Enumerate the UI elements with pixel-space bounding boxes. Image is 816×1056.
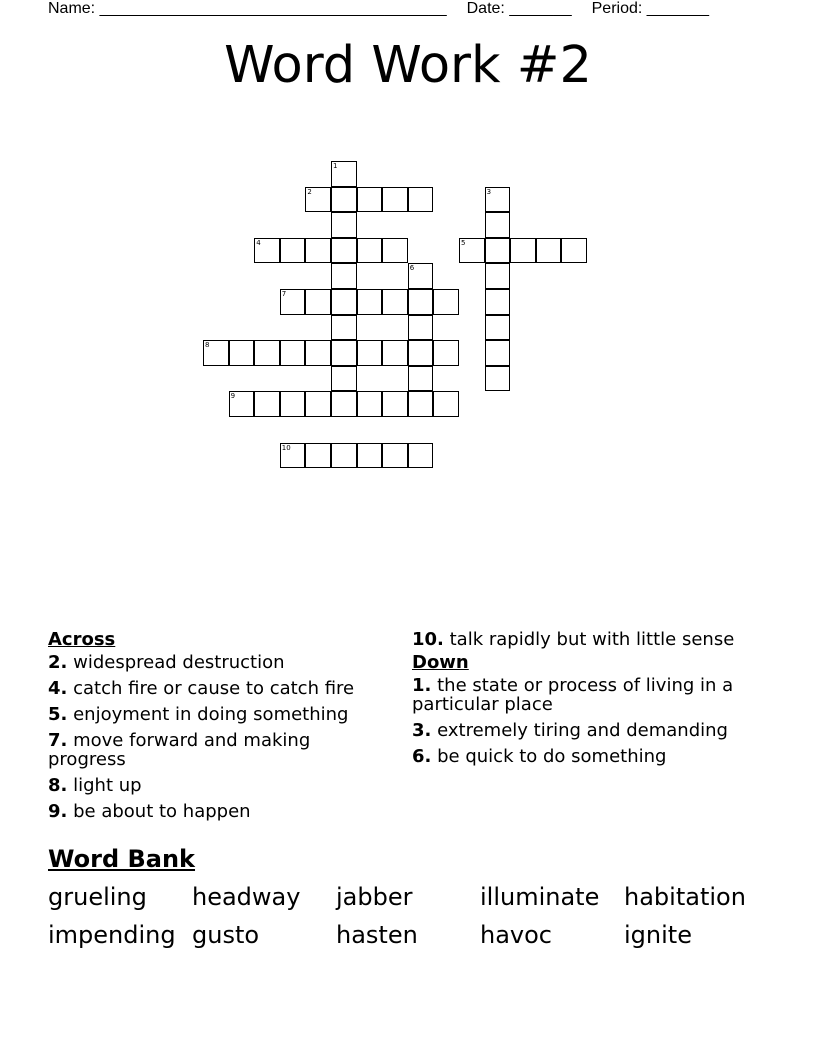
crossword-cell[interactable] [485, 340, 511, 366]
crossword-cell[interactable] [331, 315, 357, 341]
crossword-cell[interactable] [382, 391, 408, 417]
clue-down-6 [412, 747, 757, 766]
crossword-cell[interactable] [433, 340, 459, 366]
crossword-cell[interactable] [561, 238, 587, 264]
clue-across-4 [48, 679, 393, 698]
crossword-cell[interactable] [357, 340, 383, 366]
cell-number: 4 [256, 238, 261, 247]
clue-number: 10. [412, 629, 444, 650]
crossword-cell[interactable] [536, 238, 562, 264]
clue-across-10 [412, 630, 757, 649]
clue-down-3 [412, 721, 757, 740]
crossword-cell[interactable] [254, 238, 280, 264]
period-label: Period: [591, 0, 643, 17]
clue-text: widespread destruction [73, 652, 285, 673]
crossword-cell[interactable] [357, 289, 383, 315]
crossword-cell[interactable] [280, 443, 306, 469]
word-bank-item: grueling [48, 883, 147, 911]
crossword-cell[interactable] [280, 289, 306, 315]
clue-text: the state or process of living in a particular place [412, 675, 734, 715]
crossword-cell[interactable] [331, 366, 357, 392]
crossword-cell[interactable] [331, 212, 357, 238]
crossword-cell[interactable] [357, 238, 383, 264]
crossword-cell[interactable] [485, 263, 511, 289]
page-title: Word Work #2 [224, 36, 592, 95]
word-bank-item: havoc [480, 921, 552, 949]
crossword-cell[interactable] [280, 340, 306, 366]
crossword-cell[interactable] [408, 289, 434, 315]
word-bank-item: habitation [624, 883, 746, 911]
crossword-cell[interactable] [382, 187, 408, 213]
crossword-cell[interactable] [254, 340, 280, 366]
cell-number: 9 [230, 392, 236, 401]
date-label: Date: [466, 0, 505, 17]
crossword-cell[interactable] [331, 263, 357, 289]
crossword-cell[interactable] [510, 238, 536, 264]
crossword-cell[interactable] [408, 187, 434, 213]
word-bank-item: headway [192, 883, 301, 911]
crossword-cell[interactable] [305, 443, 331, 469]
word-bank-item: ignite [624, 921, 692, 949]
clue-number: 7. [48, 730, 68, 751]
cell-number: 7 [281, 290, 287, 298]
clue-text: be about to happen [73, 801, 251, 822]
crossword-cell[interactable] [305, 391, 331, 417]
word-bank-item: hasten [336, 921, 418, 949]
clue-text: be quick to do something [437, 746, 667, 767]
crossword-cell[interactable] [331, 187, 357, 213]
cell-number: 10 [281, 443, 291, 452]
crossword-cell[interactable] [331, 289, 357, 315]
crossword-cell[interactable] [357, 443, 383, 469]
crossword-cell[interactable] [254, 391, 280, 417]
cell-number: 3 [486, 187, 492, 196]
crossword-cell[interactable] [382, 238, 408, 264]
clue-number: 1. [412, 675, 432, 696]
crossword-cell[interactable] [305, 238, 331, 264]
clue-number: 2. [48, 652, 68, 673]
crossword-cell[interactable] [382, 289, 408, 315]
cell-number: 6 [409, 264, 415, 273]
period-blank: _______ [646, 0, 710, 17]
clue-down-1 [412, 676, 757, 714]
across-heading: Across [48, 629, 116, 650]
crossword-cell[interactable] [485, 187, 511, 213]
crossword-cell[interactable] [382, 340, 408, 366]
clue-text: enjoyment in doing something [73, 704, 349, 725]
crossword-cell[interactable] [485, 366, 511, 392]
crossword-cell[interactable] [408, 391, 434, 417]
crossword-cell[interactable] [331, 238, 357, 264]
crossword-cell[interactable] [408, 366, 434, 392]
crossword-cell[interactable] [305, 289, 331, 315]
crossword-cell[interactable] [408, 315, 434, 341]
clue-across-5 [48, 705, 393, 724]
crossword-cell[interactable] [331, 340, 357, 366]
crossword-cell[interactable] [485, 289, 511, 315]
cell-number: 5 [461, 238, 466, 247]
cell-number: 8 [205, 341, 210, 350]
word-bank [48, 882, 788, 950]
clues-left-column [48, 630, 393, 828]
crossword-cell[interactable] [280, 391, 306, 417]
crossword-cell[interactable] [305, 340, 331, 366]
crossword-cell[interactable] [229, 340, 255, 366]
word-bank-item: gusto [192, 921, 260, 949]
crossword-cell[interactable] [408, 340, 434, 366]
clue-text: catch fire or cause to catch fire [73, 678, 355, 699]
date-blank: _______ [509, 0, 572, 17]
crossword-cell[interactable] [485, 238, 511, 264]
clue-text: extremely tiring and demanding [437, 720, 728, 741]
cell-number: 2 [307, 187, 312, 196]
crossword-cell[interactable] [305, 187, 331, 213]
name-label: Name: [48, 0, 96, 17]
crossword-cell[interactable] [485, 212, 511, 238]
clue-number: 9. [48, 801, 68, 822]
crossword-cell[interactable] [280, 238, 306, 264]
crossword-cell[interactable] [229, 391, 255, 417]
crossword-cell[interactable] [459, 238, 485, 264]
crossword-cell[interactable] [331, 443, 357, 469]
clue-across-7 [48, 731, 393, 769]
clues-right-column [412, 630, 757, 773]
crossword-cell[interactable] [408, 263, 434, 289]
word-bank-item: jabber [336, 883, 413, 911]
crossword-cell[interactable] [485, 315, 511, 341]
crossword-cell[interactable] [433, 391, 459, 417]
clue-number: 5. [48, 704, 68, 725]
crossword-cell[interactable] [357, 391, 383, 417]
clue-across-9 [48, 802, 393, 821]
cell-number: 1 [333, 162, 338, 170]
crossword-cell[interactable] [357, 187, 383, 213]
clue-number: 4. [48, 678, 68, 699]
clue-number: 6. [412, 746, 432, 767]
crossword-cell[interactable] [408, 443, 434, 469]
down-heading: Down [412, 652, 469, 673]
word-bank-title: Word Bank [48, 845, 196, 873]
clue-across-2 [48, 653, 393, 672]
clue-number: 3. [412, 720, 432, 741]
crossword-cell[interactable] [433, 289, 459, 315]
word-bank-item: illuminate [480, 883, 600, 911]
clue-text: move forward and making progress [48, 730, 311, 770]
crossword-cell[interactable] [331, 161, 357, 187]
name-blank: _______________________________________ [99, 0, 447, 17]
crossword-cell[interactable] [203, 340, 229, 366]
clue-text: talk rapidly but with little sense [449, 629, 735, 650]
crossword-cell[interactable] [382, 443, 408, 469]
clue-across-8 [48, 776, 393, 795]
clue-number: 8. [48, 775, 68, 796]
word-bank-item: impending [48, 921, 176, 949]
clue-text: light up [73, 775, 142, 796]
crossword-cell[interactable] [331, 391, 357, 417]
